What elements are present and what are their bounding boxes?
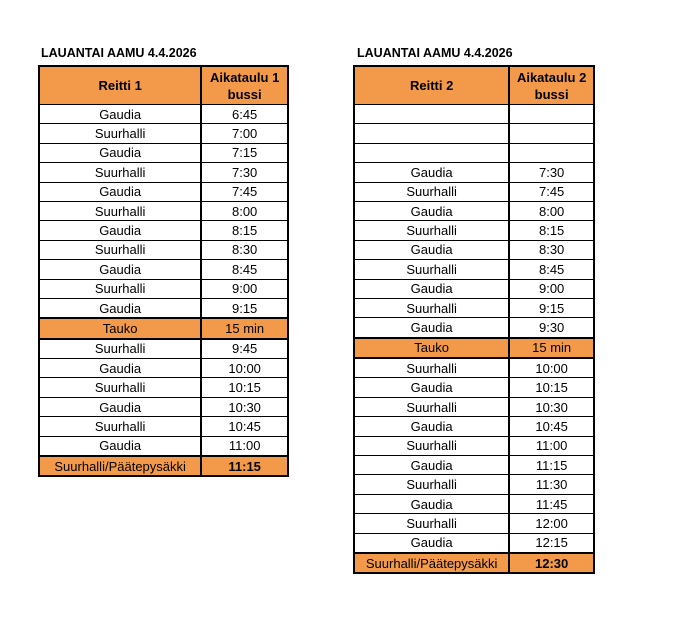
stop-cell: Suurhalli bbox=[354, 397, 509, 416]
stop-cell bbox=[354, 124, 509, 143]
time-cell: 8:15 bbox=[201, 221, 288, 240]
table-row bbox=[39, 260, 288, 279]
table-row bbox=[354, 358, 594, 378]
stop-cell: Suurhalli bbox=[354, 436, 509, 455]
stop-cell: Suurhalli bbox=[39, 417, 201, 436]
table-row bbox=[354, 436, 594, 455]
stop-cell: Gaudia bbox=[39, 436, 201, 456]
time-cell: 10:00 bbox=[201, 359, 288, 378]
table-row bbox=[39, 124, 288, 143]
time-cell: 11:15 bbox=[201, 456, 288, 476]
time-cell: 8:45 bbox=[201, 260, 288, 279]
stop-cell: Suurhalli bbox=[39, 378, 201, 397]
time-cell: 6:45 bbox=[201, 105, 288, 124]
stop-cell: Gaudia bbox=[354, 201, 509, 220]
stop-cell: Gaudia bbox=[354, 163, 509, 182]
stop-cell: Suurhalli bbox=[354, 182, 509, 201]
time-cell: 7:15 bbox=[201, 143, 288, 162]
stop-cell: Suurhalli bbox=[39, 279, 201, 298]
time-cell: 10:00 bbox=[509, 358, 594, 378]
time-cell: 9:00 bbox=[201, 279, 288, 298]
table-row bbox=[354, 417, 594, 436]
stop-cell: Suurhalli/Päätepysäkki bbox=[39, 456, 201, 476]
time-header bbox=[509, 66, 594, 105]
table-row bbox=[39, 436, 288, 456]
stop-cell: Gaudia bbox=[354, 318, 509, 338]
stop-cell: Gaudia bbox=[39, 397, 201, 416]
stop-cell: Gaudia bbox=[39, 182, 201, 201]
final-stop-row bbox=[39, 456, 288, 476]
table-row bbox=[354, 201, 594, 220]
break-row bbox=[354, 338, 594, 358]
stop-cell: Tauko bbox=[354, 338, 509, 358]
time-cell: 10:30 bbox=[509, 397, 594, 416]
time-cell: 9:00 bbox=[509, 279, 594, 298]
table-row bbox=[354, 298, 594, 317]
stop-cell: Suurhalli bbox=[354, 358, 509, 378]
table-row bbox=[354, 260, 594, 279]
time-cell: 8:45 bbox=[509, 260, 594, 279]
table-row bbox=[39, 339, 288, 359]
table-row bbox=[354, 494, 594, 513]
stop-cell: Gaudia bbox=[39, 105, 201, 124]
table-row bbox=[354, 279, 594, 298]
stop-cell: Gaudia bbox=[354, 279, 509, 298]
break-row bbox=[39, 318, 288, 338]
stop-cell: Suurhalli bbox=[354, 298, 509, 317]
table-row bbox=[39, 105, 288, 124]
time-cell: 9:45 bbox=[201, 339, 288, 359]
time-cell bbox=[509, 143, 594, 162]
stop-cell: Gaudia bbox=[354, 417, 509, 436]
stop-cell: Suurhalli bbox=[354, 514, 509, 533]
schedule-2-header-row bbox=[354, 66, 594, 105]
stop-cell: Suurhalli bbox=[354, 221, 509, 240]
table-row bbox=[39, 378, 288, 397]
table-row bbox=[39, 240, 288, 259]
table-row bbox=[354, 514, 594, 533]
stop-cell bbox=[354, 143, 509, 162]
table-row bbox=[39, 397, 288, 416]
time-cell bbox=[509, 124, 594, 143]
stop-cell bbox=[354, 105, 509, 124]
time-cell: 10:45 bbox=[509, 417, 594, 436]
time-cell: 11:00 bbox=[201, 436, 288, 456]
table-row bbox=[39, 182, 288, 201]
stop-cell: Suurhalli bbox=[354, 260, 509, 279]
stop-cell: Suurhalli bbox=[39, 201, 201, 220]
stop-cell: Suurhalli bbox=[354, 475, 509, 494]
table-row bbox=[39, 143, 288, 162]
table-row bbox=[354, 475, 594, 494]
time-cell: 11:15 bbox=[509, 456, 594, 475]
schedule-2-body bbox=[354, 105, 594, 574]
time-cell: 9:15 bbox=[201, 298, 288, 318]
stop-cell: Gaudia bbox=[354, 533, 509, 553]
time-cell: 7:30 bbox=[201, 163, 288, 182]
time-cell: 12:15 bbox=[509, 533, 594, 553]
time-cell: 12:00 bbox=[509, 514, 594, 533]
stop-cell: Gaudia bbox=[39, 359, 201, 378]
table-row bbox=[39, 359, 288, 378]
time-cell: 8:30 bbox=[509, 240, 594, 259]
time-cell: 8:00 bbox=[509, 201, 594, 220]
schedule-1-body bbox=[39, 105, 288, 477]
time-cell: 9:30 bbox=[509, 318, 594, 338]
time-cell: 7:45 bbox=[509, 182, 594, 201]
table-row bbox=[354, 456, 594, 475]
schedule-1-title: LAUANTAI AAMU 4.4.2026 bbox=[41, 46, 197, 60]
table-row bbox=[39, 221, 288, 240]
stop-cell: Suurhalli bbox=[39, 240, 201, 259]
time-cell: 7:30 bbox=[509, 163, 594, 182]
time-cell: 11:30 bbox=[509, 475, 594, 494]
time-cell: 12:30 bbox=[509, 553, 594, 573]
time-cell: 11:45 bbox=[509, 494, 594, 513]
time-header-line2: bussi bbox=[534, 86, 569, 102]
schedule-2-title: LAUANTAI AAMU 4.4.2026 bbox=[357, 46, 513, 60]
table-row bbox=[354, 378, 594, 397]
time-cell: 7:45 bbox=[201, 182, 288, 201]
stop-cell: Gaudia bbox=[39, 260, 201, 279]
time-cell: 8:00 bbox=[201, 201, 288, 220]
schedule-1-table bbox=[38, 65, 289, 477]
schedule-2-table bbox=[353, 65, 595, 574]
time-header-line1: Aikataulu 2 bbox=[516, 69, 587, 85]
stop-cell: Gaudia bbox=[39, 143, 201, 162]
stop-cell: Gaudia bbox=[354, 240, 509, 259]
time-cell: 15 min bbox=[509, 338, 594, 358]
table-row bbox=[354, 105, 594, 124]
stop-cell: Gaudia bbox=[354, 456, 509, 475]
table-row bbox=[354, 143, 594, 162]
time-cell: 11:00 bbox=[509, 436, 594, 455]
time-cell: 8:30 bbox=[201, 240, 288, 259]
table-row bbox=[39, 279, 288, 298]
table-row bbox=[354, 182, 594, 201]
route-header: Reitti 1 bbox=[39, 66, 201, 105]
final-stop-row bbox=[354, 553, 594, 573]
time-cell: 10:30 bbox=[201, 397, 288, 416]
time-header-line2: bussi bbox=[227, 86, 262, 102]
time-cell: 10:15 bbox=[201, 378, 288, 397]
route-header: Reitti 2 bbox=[354, 66, 509, 105]
time-cell: 10:15 bbox=[509, 378, 594, 397]
table-row bbox=[354, 240, 594, 259]
stop-cell: Suurhalli bbox=[39, 339, 201, 359]
time-header bbox=[201, 66, 288, 105]
time-cell: 8:15 bbox=[509, 221, 594, 240]
schedule-1-header-row bbox=[39, 66, 288, 105]
time-header-line1: Aikataulu 1 bbox=[209, 69, 280, 85]
stop-cell: Suurhalli/Päätepysäkki bbox=[354, 553, 509, 573]
time-cell: 7:00 bbox=[201, 124, 288, 143]
stop-cell: Gaudia bbox=[39, 221, 201, 240]
time-cell: 9:15 bbox=[509, 298, 594, 317]
table-row bbox=[39, 163, 288, 182]
table-row bbox=[354, 221, 594, 240]
stop-cell: Gaudia bbox=[39, 298, 201, 318]
table-row bbox=[39, 417, 288, 436]
time-cell: 10:45 bbox=[201, 417, 288, 436]
stop-cell: Suurhalli bbox=[39, 124, 201, 143]
stop-cell: Gaudia bbox=[354, 494, 509, 513]
table-row bbox=[39, 298, 288, 318]
table-row bbox=[354, 318, 594, 338]
table-row bbox=[39, 201, 288, 220]
time-cell bbox=[509, 105, 594, 124]
table-row bbox=[354, 397, 594, 416]
stop-cell: Suurhalli bbox=[39, 163, 201, 182]
table-row bbox=[354, 533, 594, 553]
stop-cell: Gaudia bbox=[354, 378, 509, 397]
table-row bbox=[354, 163, 594, 182]
table-row bbox=[354, 124, 594, 143]
stop-cell: Tauko bbox=[39, 318, 201, 338]
time-cell: 15 min bbox=[201, 318, 288, 338]
